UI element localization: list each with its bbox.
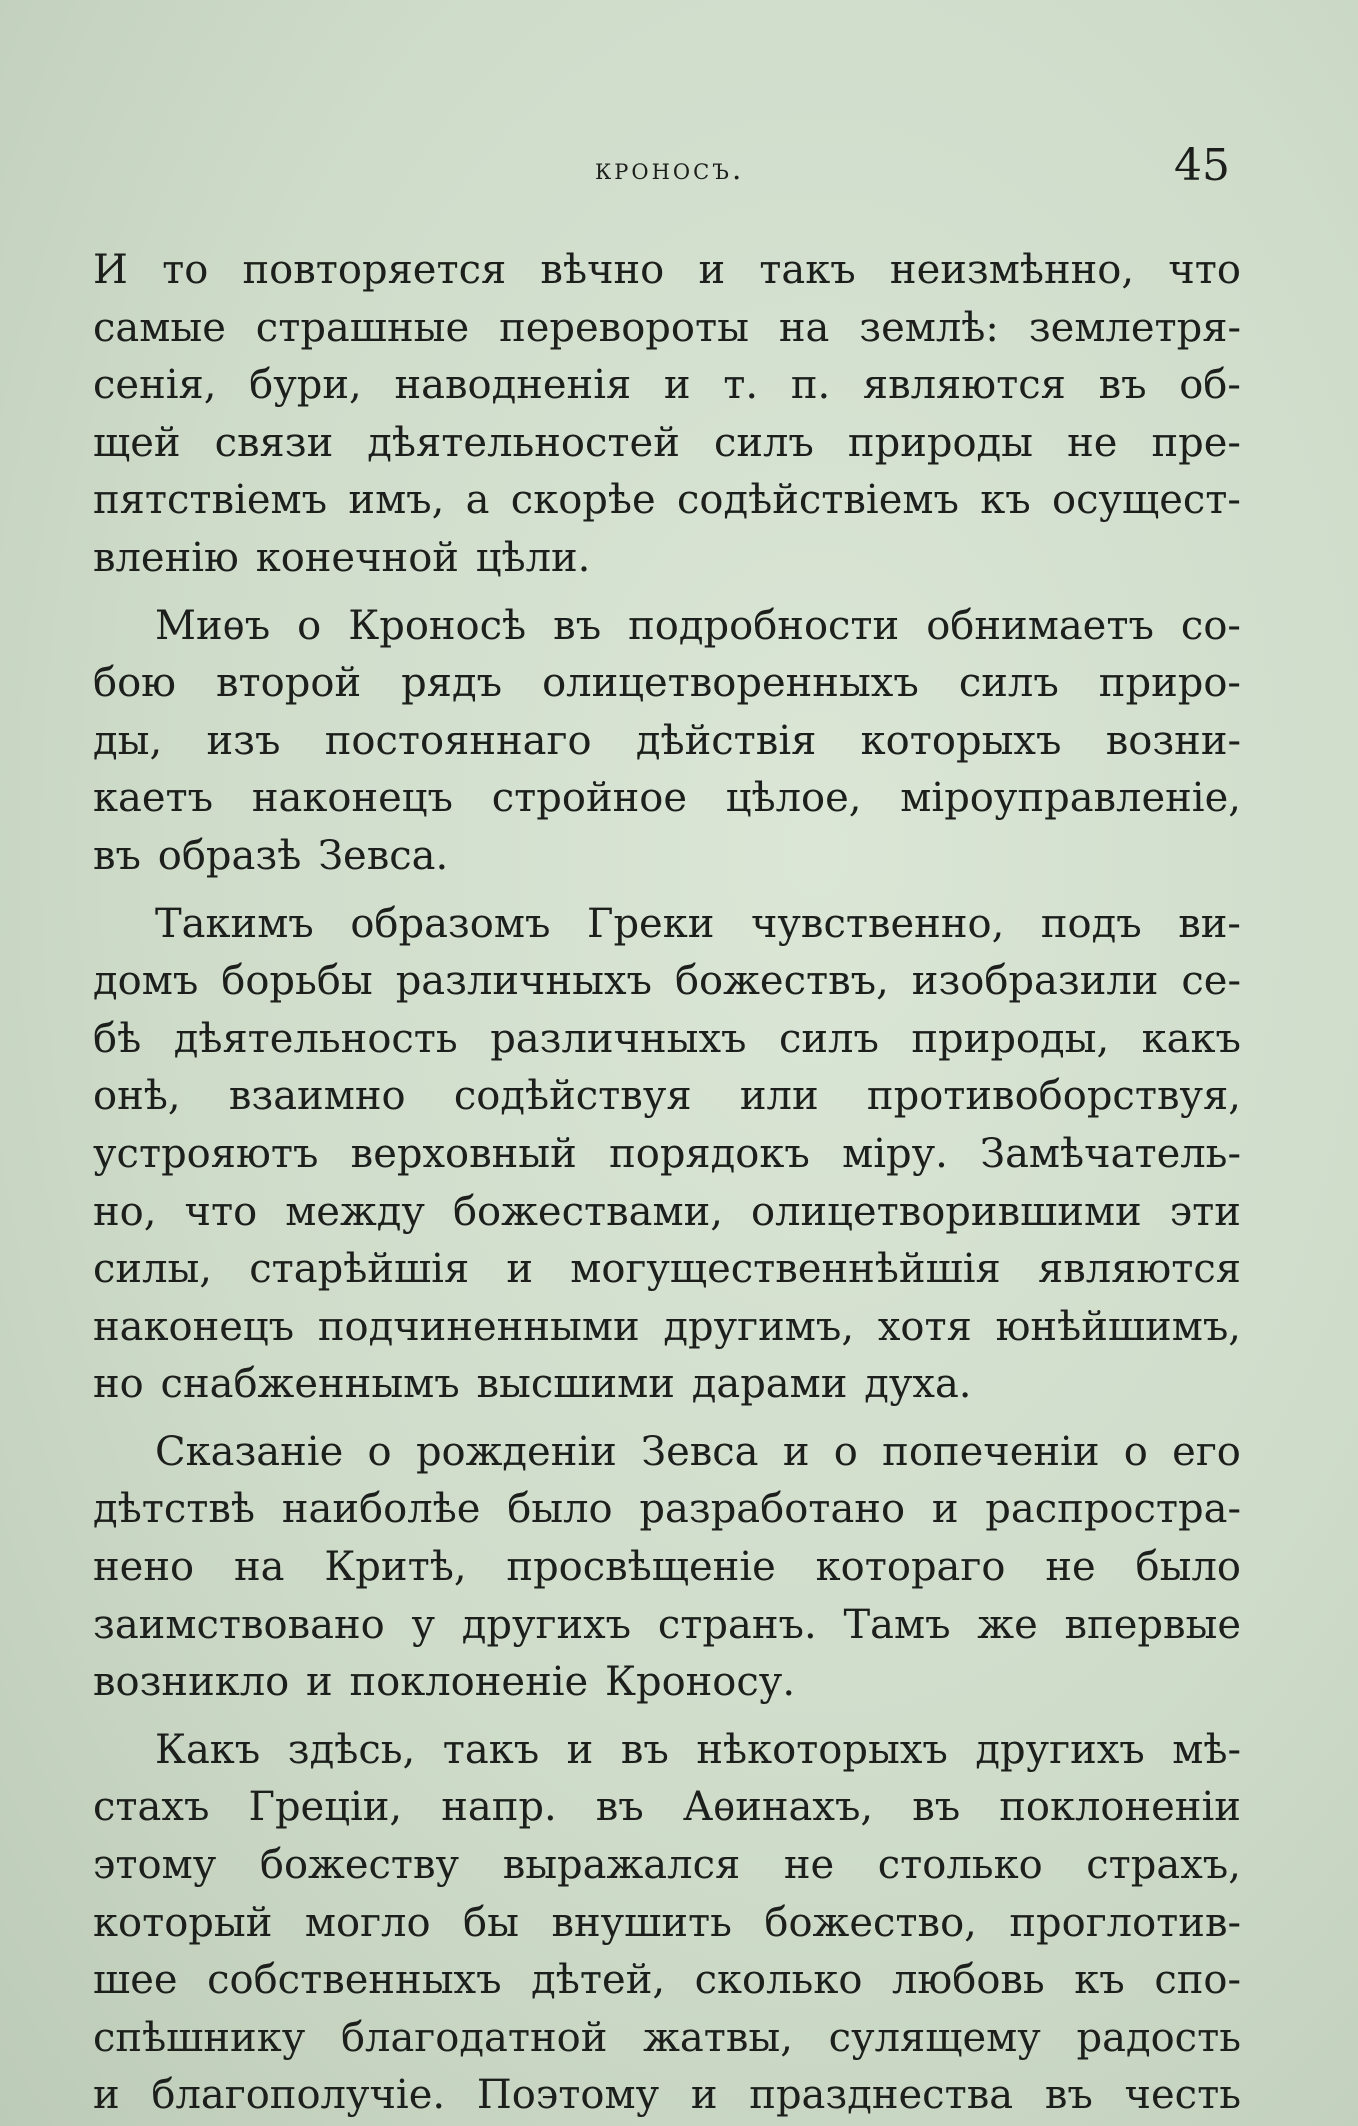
body-text xyxy=(93,242,1241,2125)
text-line: стахъ Греціи, напр. въ Аѳинахъ, въ поклоненіи xyxy=(93,1784,1241,1831)
paragraph-gap xyxy=(93,1712,1241,1722)
text-line: спѣшнику благодатной жатвы, сулящему радость xyxy=(93,2014,1241,2061)
text-line: Какъ здѣсь, такъ и въ нѣкоторыхъ другихъ мѣ- xyxy=(155,1726,1241,1773)
text-line: домъ борьбы различныхъ божествъ, изобразили се- xyxy=(93,958,1241,1005)
text-line: щей связи дѣятельностей силъ природы не пре- xyxy=(93,419,1241,466)
text-line: Миѳъ о Кроносѣ въ подробности обнимаетъ со- xyxy=(155,602,1241,649)
text-line: но, что между божествами, олицетворившими эти xyxy=(93,1188,1241,1235)
text-line: силы, старѣйшія и могущественнѣйшія являются xyxy=(93,1246,1241,1293)
paragraph xyxy=(93,598,1241,886)
text-line: наконецъ подчиненными другимъ, хотя юнѣйшимъ, xyxy=(93,1303,1241,1350)
text-line: бѣ дѣятельность различныхъ силъ природы, какъ xyxy=(93,1015,1241,1062)
text-line: каетъ наконецъ стройное цѣлое, міроуправленіе, xyxy=(93,775,1241,822)
paragraph xyxy=(93,1424,1241,1712)
text-line: въ образѣ Зевса. xyxy=(93,832,449,879)
text-line: пятствіемъ имъ, а скорѣе содѣйствіемъ къ осущест- xyxy=(93,477,1241,524)
text-line: ды, изъ постояннаго дѣйствія которыхъ возни- xyxy=(93,717,1241,764)
paragraph xyxy=(93,242,1241,588)
text-line: онѣ, взаимно содѣйствуя или противоборствуя, xyxy=(93,1073,1241,1120)
text-line: Сказаніе о рожденіи Зевса и о попеченіи о его xyxy=(155,1428,1241,1475)
text-line: который могло бы внушить божество, проглотив- xyxy=(93,1899,1241,1946)
text-line: заимствовано у другихъ странъ. Тамъ же впервые xyxy=(93,1601,1241,1648)
text-line: нено на Критѣ, просвѣщеніе котораго не было xyxy=(93,1544,1241,1591)
text-line: шее собственныхъ дѣтей, сколько любовь къ спо- xyxy=(93,1957,1241,2004)
text-line: возникло и поклоненіе Кроносу. xyxy=(93,1659,796,1706)
paragraph xyxy=(93,1722,1241,2125)
page-number: 45 xyxy=(1174,140,1230,191)
text-line: устрояютъ верховный порядокъ міру. Замѣчатель- xyxy=(93,1130,1241,1177)
paragraph-gap xyxy=(93,588,1241,598)
text-line: бою второй рядъ олицетворенныхъ силъ приро- xyxy=(93,660,1241,707)
running-head xyxy=(95,140,1230,200)
text-line: самые страшные перевороты на землѣ: землетря- xyxy=(93,304,1241,351)
paragraph xyxy=(93,896,1241,1414)
paragraph-gap xyxy=(93,1414,1241,1424)
running-title: кроносъ. xyxy=(595,152,745,187)
text-line: вленію конечной цѣли. xyxy=(93,534,591,581)
text-line: и благополучіе. Поэтому и празднества въ честь xyxy=(93,2072,1241,2119)
text-line: Такимъ образомъ Греки чувственно, подъ ви- xyxy=(155,900,1241,947)
text-line: И то повторяется вѣчно и такъ неизмѣнно, что xyxy=(93,247,1241,293)
text-line: дѣтствѣ наиболѣе было разработано и распростра- xyxy=(93,1486,1241,1533)
text-line: этому божеству выражался не столько страхъ, xyxy=(93,1842,1241,1889)
text-line: сенія, бури, наводненія и т. п. являются въ об- xyxy=(93,362,1241,409)
text-line: но снабженнымъ высшими дарами духа. xyxy=(93,1361,972,1408)
paragraph-gap xyxy=(93,886,1241,896)
